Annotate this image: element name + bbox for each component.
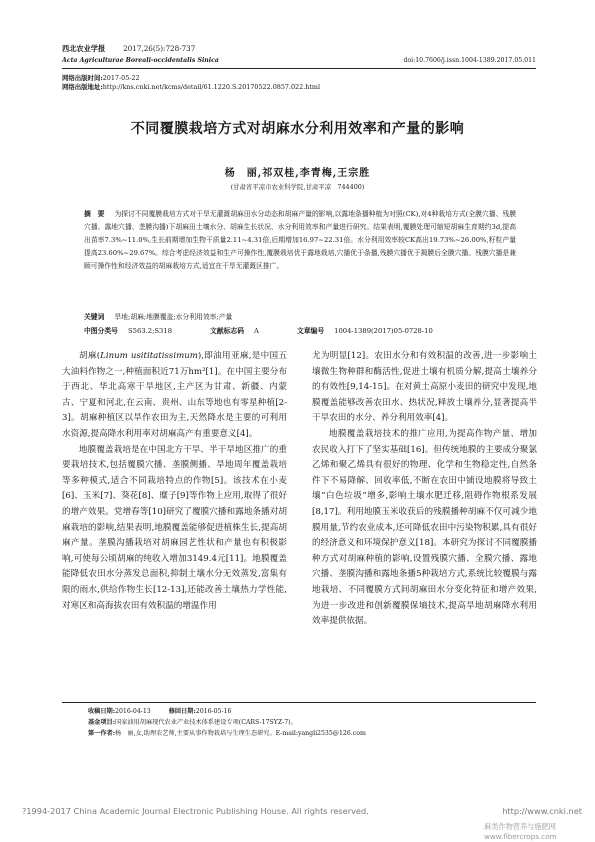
body-column-right bbox=[312, 349, 537, 630]
abstract-label: 摘 要 bbox=[84, 210, 105, 218]
paragraph: 地膜覆盖栽培技术的推广应用,为提高作物产量、增加农民收入打下了坚实基础[16]。但传统地膜的主要成分聚氯乙烯和聚乙烯具有很好的物理、化学和生物稳定性,自然条件下不易降解、回收率低,不断在农田中铺设地膜将导致土壤“白色垃圾”增多,影响土壤水肥迁移,阻碍作物根系发展[8,17]。利用地膜玉米收获后的残膜播种胡麻不仅可减少地膜用量,节约农业成本,还可降低农田中污染物积累,具有很好的经济意义和环境保护意义[18]。本研究为探讨不同覆膜播种方式对胡麻种植的影响,设置残膜穴播、全膜穴播、露地穴播、垄膜沟播和露地条播5种栽培方式,系统比较覆膜与露地栽培、不同覆膜方式间胡麻田水分变化特征和增产效果,为进一步改进和创新覆膜保墒技术,提高旱地胡麻降水利用效率提供依据。 bbox=[312, 428, 537, 627]
online-url: 网络出版地址:http://kns.cnki.net/kcms/detail/61.1220.S.20170522.0857.022.html bbox=[62, 83, 321, 91]
paragraph: 地膜覆盖栽培是在中国北方干旱、半干旱地区推广的重要栽培技术,包括覆膜穴播、垄膜侧播、旱地周年覆盖栽培等多种模式,适合不同栽培特点的作物[5]。该技术在小麦[6]、玉米[7]、葵花[8]、糜子[9]等作物上应用,取得了很好的增产效果。党增春等[10]研究了覆膜穴播和露地条播对胡麻栽培的影响,结果表明,地膜覆盖能够促进植株生长,提高胡麻产量。垄膜沟播栽培对胡麻园艺性状和产量也有积极影响,可使每公顷胡麻的纯收入增加3149.4元[11]。地膜覆盖能降低农田水分蒸发总面积,抑制土壤水分无效蒸发,富集有限的雨水,供给作物生长[12-13],还能改善土壤热力学性能,对寒区和高海拔农田有效积温的增温作用 bbox=[62, 444, 287, 611]
footnote-rule bbox=[62, 702, 536, 703]
article-title: 不同覆膜栽培方式对胡麻水分利用效率和产量的影响 bbox=[130, 121, 465, 137]
article-id-label: 文章编号 bbox=[296, 327, 325, 335]
watermark: 麻类作物营养与施肥网 www.fibercrops.com bbox=[484, 822, 557, 841]
paragraph: 胡麻(Linum usititatissimum),即油用亚麻,是中国五大油料作物之一,种植面积近71万hm²[1]。在中国主要分布于西北、华北高寒干旱地区,主产区为甘肃、新疆、内蒙古、宁夏和河北,在云南、贵州、山东等地也有零星种植[2-3]。胡麻种植区以旱作农田为主,天然降水是主要的可利用水资源,提高降水利用率对胡麻高产有重要意义[4]。 bbox=[62, 351, 287, 439]
clc-value: S563.2;S318 bbox=[127, 327, 173, 335]
doc-code-label: 文献标志码 bbox=[210, 327, 245, 335]
footnote-fund: 基金项目:国家油用胡麻现代农业产业技术体系建设专项(CARS-17SYZ-7)。 bbox=[88, 719, 297, 726]
online-url-link[interactable]: http://kns.cnki.net/kcms/detail/61.1220.S.20170522.0857.022.html bbox=[102, 83, 321, 91]
copyright-text: ?1994-2017 China Academic Journal Electronic Publishing House. All rights reserved. bbox=[22, 806, 369, 816]
abstract-text: 为探讨不同覆膜栽培方式对干旱无灌溉胡麻田水分动态和胡麻产量的影响,以露地条播种植为对照(CK),对4种栽培方式(全膜穴播、残膜穴播、露地穴播、垄膜沟播)下胡麻田土壤水分、胡麻生长状况、水分利用效率和产量进行研究。结果表明,覆膜处理可缩短胡麻生育期约3d,提高出苗率7.3%~11.0%,生长前期增加生物干质量2.11~4.31倍,后期增加16.97~22.31倍。水分利用效率较CK高出19.73%~26.00%,籽粒产量提高23.60%~29.67%。综合考虑经济效益和生产可操作性,覆膜栽培优于露地栽培,穴播优于条播,残膜穴播优于揭膜后全膜穴播。残膜穴播是兼顾可操作性和经济效益的胡麻栽培方式,适宜在干旱无灌溉区推广。 bbox=[84, 210, 516, 270]
clc-label: 中图分类号 bbox=[84, 327, 118, 335]
paragraph: 尤为明显[12]。农田水分和有效积温的改善,进一步影响土壤微生物种群和酶活性,促进土壤有机质分解,提高土壤养分的有效性[9,14-15]。在对黄土高原小麦田的研究中发现,地膜覆盖能够改善农田水、热状况,释放土壤养分,显著提高半干旱农田的水分、养分利用效率[4]。 bbox=[312, 351, 537, 424]
footnote-dates: 收稿日期:2016-04-13 修回日期:2016-05-16 bbox=[88, 708, 232, 715]
journal-name-en: Acta Agriculturae Boreali-occidentalis Sinica bbox=[62, 57, 219, 64]
keywords-text: 旱地;胡麻;地膜覆盖;水分利用效率;产量 bbox=[114, 313, 233, 321]
running-header-sub bbox=[62, 57, 536, 64]
body-column-left bbox=[62, 349, 287, 614]
doi[interactable]: doi:10.7606/j.issn.1004-1389.2017.05.011 bbox=[403, 57, 536, 64]
abstract bbox=[84, 208, 516, 273]
keywords bbox=[84, 311, 516, 321]
running-header bbox=[62, 44, 536, 54]
cnki-link[interactable]: http://www.cnki.net bbox=[502, 806, 582, 816]
journal-citation: 2017,26(5):728-737 bbox=[123, 44, 196, 53]
journal-name-cn: 西北农业学报 bbox=[62, 44, 106, 53]
classification-line bbox=[84, 325, 524, 335]
page-footer bbox=[22, 806, 582, 816]
header-rule bbox=[62, 68, 536, 69]
online-date: 网络出版时间:2017-05-22 bbox=[62, 74, 140, 82]
article-id-value: 1004-1389(2017)05-0728-10 bbox=[334, 327, 433, 335]
keywords-label: 关键词 bbox=[84, 313, 105, 321]
footnote-author: 第一作者:杨 丽,女,助理农艺师,主要从事作物栽培与生理生态研究。E-mail:yangli2535@126.com bbox=[88, 730, 366, 737]
doc-code-value: A bbox=[254, 327, 259, 335]
authors: 杨 丽,祁双桂,李青梅,王宗胜 bbox=[224, 168, 371, 179]
affiliation: (甘肃省平凉市农业科学院,甘肃平凉 744400) bbox=[230, 183, 365, 191]
latin-name: Linum usititatissimum bbox=[100, 351, 198, 361]
